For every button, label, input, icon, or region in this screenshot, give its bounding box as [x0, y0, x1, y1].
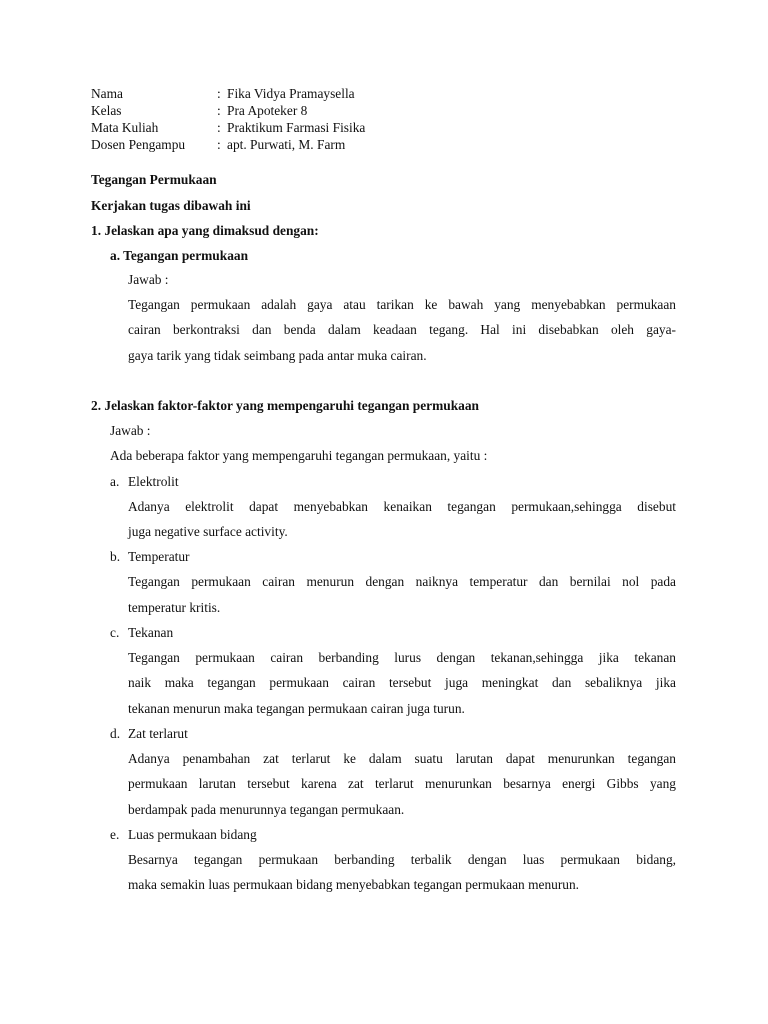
factor-description-line: Tegangan permukaan cairan berbanding lurus dengan tekanan,sehingga jika tekanan	[128, 650, 676, 665]
answer-1-line: gaya tarik yang tidak seimbang pada antar muka cairan.	[128, 348, 427, 363]
question-2: 2. Jelaskan faktor-faktor yang mempengaruhi tegangan permukaan	[91, 398, 479, 413]
question-1-sub-a: a. Tegangan permukaan	[110, 248, 249, 263]
identity-value: apt. Purwati, M. Farm	[227, 137, 346, 152]
factor-name-zat-terlarut: Zat terlarut	[128, 726, 188, 741]
factor-description-line: Besarnya tegangan permukaan berbanding terbalik dengan luas permukaan bidang,	[128, 852, 676, 867]
identity-separator: :	[217, 137, 221, 152]
identity-value: Praktikum Farmasi Fisika	[227, 120, 366, 135]
factor-description-line: naik maka tegangan permukaan cairan tersebut juga meningkat dan sebaliknya jika	[128, 675, 676, 690]
factor-description-line: Adanya penambahan zat terlarut ke dalam suatu larutan dapat menurunkan tegangan	[128, 751, 676, 766]
factor-marker: a.	[110, 474, 120, 489]
question-1: 1. Jelaskan apa yang dimaksud dengan:	[91, 223, 319, 238]
identity-separator: :	[217, 120, 221, 135]
factor-name-tekanan: Tekanan	[128, 625, 174, 640]
identity-label: Dosen Pengampu	[91, 137, 186, 152]
identity-label: Mata Kuliah	[91, 120, 159, 135]
identity-separator: :	[217, 103, 221, 118]
factor-description-line: tekanan menurun maka tegangan permukaan cairan juga turun.	[128, 701, 465, 716]
answer-2-intro: Ada beberapa faktor yang mempengaruhi tegangan permukaan, yaitu :	[110, 448, 488, 463]
document-title: Tegangan Permukaan	[91, 172, 217, 187]
identity-value: Fika Vidya Pramaysella	[227, 86, 355, 101]
factor-description-line: juga negative surface activity.	[128, 524, 288, 539]
factor-marker: c.	[110, 625, 120, 640]
factor-description-line: permukaan larutan tersebut karena zat terlarut menurunkan besarnya energi Gibbs yang	[128, 776, 676, 791]
answer-label: Jawab :	[110, 423, 151, 438]
factor-marker: d.	[110, 726, 121, 741]
factor-name-elektrolit: Elektrolit	[128, 474, 179, 489]
identity-separator: :	[217, 86, 221, 101]
factor-marker: e.	[110, 827, 120, 842]
factor-description-line: temperatur kritis.	[128, 600, 221, 615]
factor-description-line: Tegangan permukaan cairan menurun dengan naiknya temperatur dan bernilai nol pada	[128, 574, 676, 589]
identity-label: Kelas	[91, 103, 122, 118]
instruction-heading: Kerjakan tugas dibawah ini	[91, 198, 251, 213]
factor-description-line: berdampak pada menurunnya tegangan permukaan.	[128, 802, 405, 817]
factor-marker: b.	[110, 549, 121, 564]
identity-label: Nama	[91, 86, 123, 101]
factor-name-luas-permukaan-bidang: Luas permukaan bidang	[128, 827, 257, 842]
answer-label: Jawab :	[128, 272, 169, 287]
answer-1-line: cairan berkontraksi dan benda dalam keadaan tegang. Hal ini disebabkan oleh gaya-	[128, 322, 676, 337]
factor-description-line: Adanya elektrolit dapat menyebabkan kenaikan tegangan permukaan,sehingga disebut	[128, 499, 676, 514]
answer-1-line: Tegangan permukaan adalah gaya atau tarikan ke bawah yang menyebabkan permukaan	[128, 297, 676, 312]
factor-name-temperatur: Temperatur	[128, 549, 190, 564]
factor-description-line: maka semakin luas permukaan bidang menyebabkan tegangan permukaan menurun.	[128, 877, 580, 892]
identity-value: Pra Apoteker 8	[227, 103, 308, 118]
